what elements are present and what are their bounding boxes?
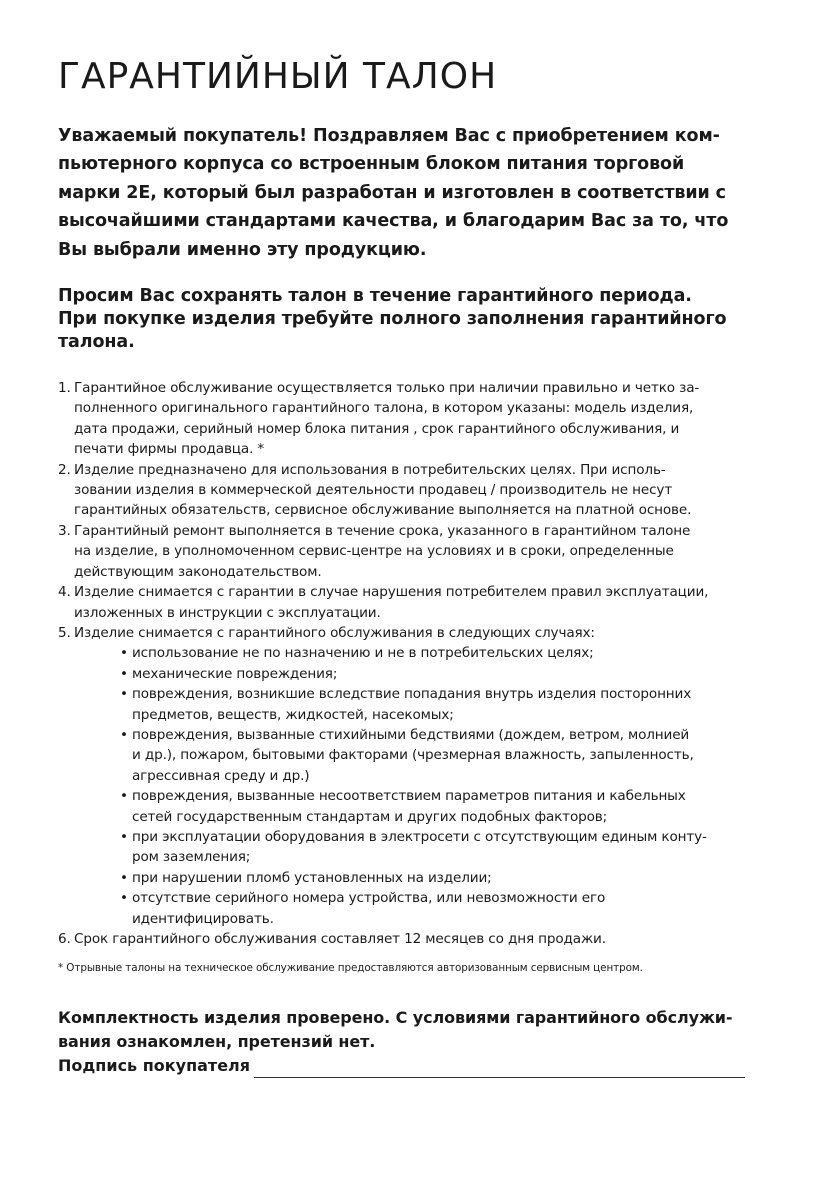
rule-line: дата продажи, серийный номер блока питания , срок гарантийного обслуживания, и bbox=[74, 420, 680, 437]
agreement-line: Комплектность изделия проверено. С условиями гарантийного обслужи- bbox=[58, 1008, 733, 1028]
case-item bbox=[120, 664, 745, 684]
case-line: предметов, веществ, жидкостей, насекомых; bbox=[132, 706, 454, 723]
rule-line: полненного оригинального гарантийного талона, в котором указаны: модель изделия, bbox=[74, 400, 694, 417]
rule-line: Изделие снимается с гарантийного обслуживания в следующих случаях: bbox=[74, 624, 595, 641]
rule-item bbox=[58, 929, 745, 949]
agreement-text bbox=[58, 1006, 745, 1054]
rule-number: 4. bbox=[58, 584, 71, 601]
page-title: ГАРАНТИЙНЫЙ ТАЛОН bbox=[58, 56, 498, 97]
intro-line: пьютерного корпуса со встроенным блоком питания торговой bbox=[58, 154, 685, 175]
intro-paragraph bbox=[58, 122, 745, 264]
rule-item bbox=[58, 460, 745, 521]
rule-line: на изделие, в уполномоченном сервис-центре на условиях и в сроки, определенные bbox=[74, 543, 674, 560]
case-line: повреждения, вызванные несоответствием параметров питания и кабельных bbox=[132, 788, 686, 805]
rule-number: 6. bbox=[58, 931, 71, 947]
signature-label: Подпись покупателя bbox=[58, 1056, 251, 1076]
footnote: * Отрывные талоны на техническое обслуживание предоставляются авторизованным сервисным центром. bbox=[58, 962, 643, 975]
rule-line: Изделие предназначено для использования в потребительских целях. При исполь- bbox=[74, 461, 666, 478]
rule-line: Изделие снимается с гарантии в случае нарушения потребителем правил эксплуатации, bbox=[74, 584, 709, 601]
case-line: при эксплуатации оборудования в электросети с отсутствующим единым конту- bbox=[132, 828, 707, 845]
rule-line: гарантийных обязательств, сервисное обслуживание выполняется на платной основе. bbox=[74, 502, 692, 519]
keep-line: Просим Вас сохранять талон в течение гарантийного периода. bbox=[58, 286, 692, 307]
case-line: сетей государственным стандартам и других подобных факторов; bbox=[132, 808, 608, 825]
bullet: • bbox=[120, 686, 128, 703]
case-item bbox=[120, 786, 745, 827]
rule-number: 2. bbox=[58, 461, 71, 478]
rule-line: изложенных в инструкции с эксплуатации. bbox=[74, 604, 381, 621]
case-item bbox=[120, 827, 745, 868]
rule-item bbox=[58, 378, 745, 460]
signature-row bbox=[58, 1054, 745, 1078]
case-line: повреждения, вызванные стихийными бедствиями (дождем, ветром, молнией bbox=[132, 726, 690, 743]
case-line: отсутствие серийного номера устройства, или невозможности его идентифицировать. bbox=[132, 890, 606, 927]
case-line: и др.), пожаром, бытовыми факторами (чрезмерная влажность, запыленность, bbox=[132, 747, 694, 764]
exclusion-cases bbox=[74, 643, 745, 929]
case-line: агрессивная среду и др.) bbox=[132, 767, 310, 784]
bullet: • bbox=[120, 726, 128, 743]
intro-line: высочайшими стандартами качества, и благодарим Вас за то, что bbox=[58, 211, 729, 232]
keep-notice bbox=[58, 285, 745, 354]
rule-line: Гарантийное обслуживание осуществляется только при наличии правильно и четко за- bbox=[74, 380, 700, 397]
rule-number: 5. bbox=[58, 624, 71, 641]
rule-line: действующим законодательством. bbox=[74, 563, 322, 580]
case-item bbox=[120, 643, 745, 663]
case-line: ром заземления; bbox=[132, 849, 251, 866]
bullet: • bbox=[120, 665, 128, 682]
rule-item bbox=[58, 623, 745, 929]
bullet: • bbox=[120, 828, 128, 845]
rule-line: Срок гарантийного обслуживания составляет 12 месяцев со дня продажи. bbox=[74, 931, 606, 947]
bullet: • bbox=[120, 890, 128, 907]
bullet: • bbox=[120, 788, 128, 805]
rule-item bbox=[58, 521, 745, 582]
intro-line: Вы выбрали именно эту продукцию. bbox=[58, 239, 427, 260]
agreement-line: вания ознакомлен, претензий нет. bbox=[58, 1032, 376, 1052]
intro-line: марки 2E, который был разработан и изготовлен в соответствии с bbox=[58, 182, 726, 203]
rule-line: печати фирмы продавца. * bbox=[74, 441, 265, 458]
rule-number: 1. bbox=[58, 380, 71, 397]
case-item bbox=[120, 888, 745, 929]
case-item bbox=[120, 725, 745, 786]
keep-line: При покупке изделия требуйте полного заполнения гарантийного bbox=[58, 309, 727, 330]
case-item bbox=[120, 684, 745, 725]
intro-line: Уважаемый покупатель! Поздравляем Вас с приобретением ком- bbox=[58, 126, 720, 146]
keep-line: талона. bbox=[58, 332, 135, 353]
rule-item bbox=[58, 582, 745, 623]
case-item bbox=[120, 868, 745, 888]
case-line: использование не по назначению и не в потребительских целях; bbox=[132, 645, 594, 662]
case-line: механические повреждения; bbox=[132, 665, 338, 682]
case-line: повреждения, возникшие вследствие попадания внутрь изделия посторонних bbox=[132, 686, 692, 703]
bullet: • bbox=[120, 869, 128, 886]
warranty-rules bbox=[58, 378, 745, 949]
rule-line: зовании изделия в коммерческой деятельности продавец / производитель не несут bbox=[74, 482, 673, 499]
signature-field[interactable] bbox=[254, 1059, 745, 1078]
rule-number: 3. bbox=[58, 522, 71, 539]
rule-line: Гарантийный ремонт выполняется в течение срока, указанного в гарантийном талоне bbox=[74, 522, 691, 539]
bullet: • bbox=[120, 645, 128, 662]
case-line: при нарушении пломб установленных на изделии; bbox=[132, 869, 492, 886]
